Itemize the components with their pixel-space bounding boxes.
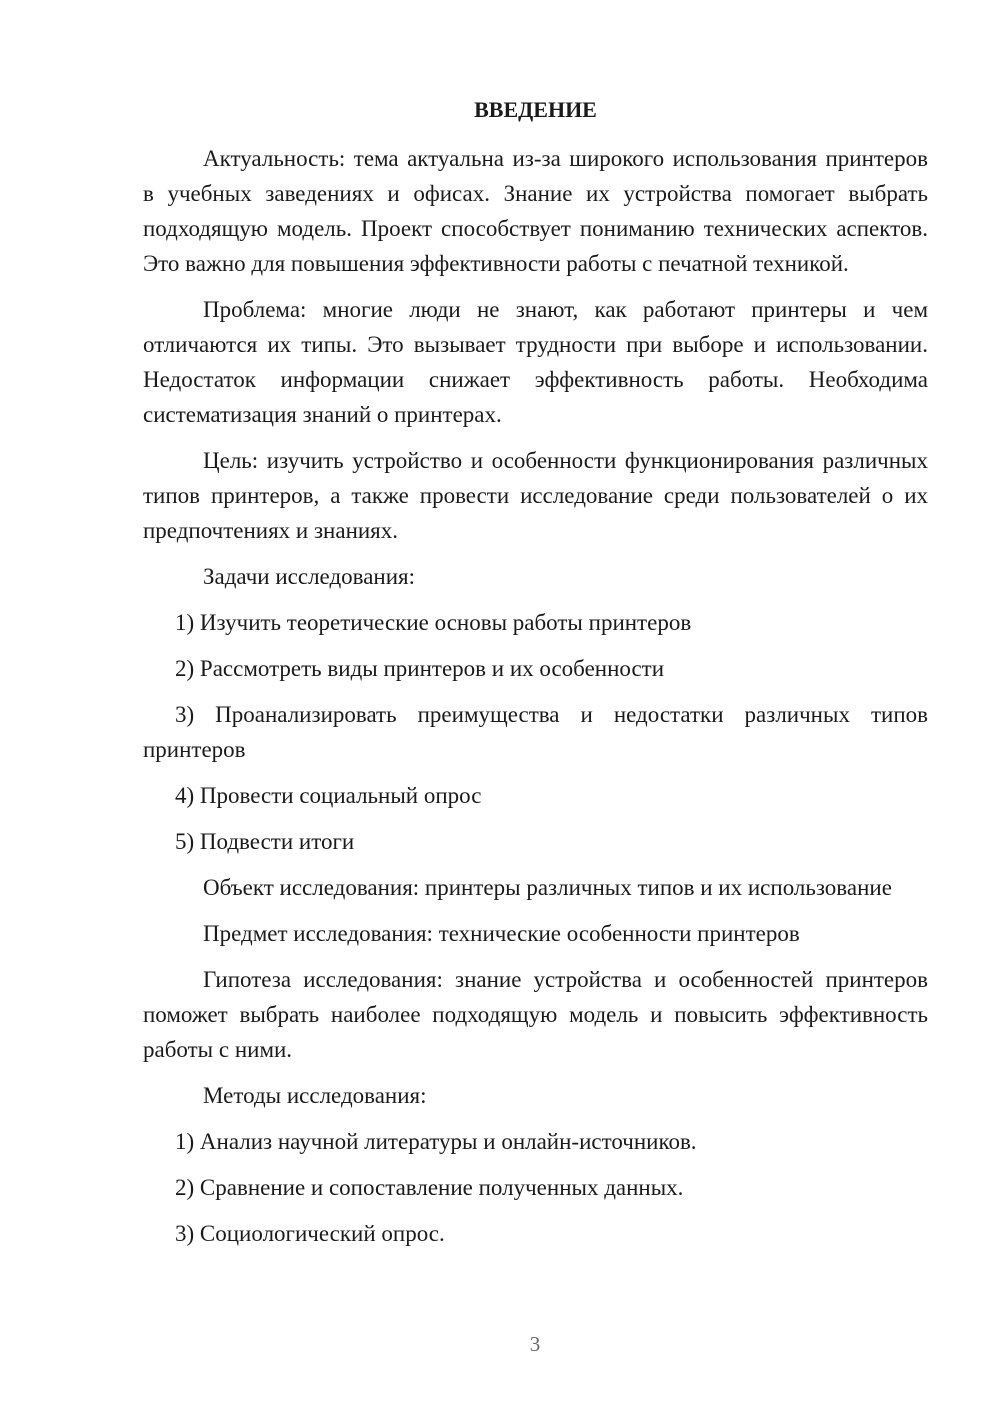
object-paragraph: Объект исследования: принтеры различных типов и их использование bbox=[203, 875, 892, 900]
page-title: ВВЕДЕНИЕ bbox=[474, 97, 597, 122]
document-page bbox=[143, 92, 928, 1262]
relevance-paragraph: Актуальность: тема актуальна из-за широкого использования принтеров в учебных заведениях и офисах. Знание их устройства помогает выбрать подходящую модель. Проект способствует пониманию технических аспектов. Это важно для повышения эффективности работы с печатной техникой. bbox=[143, 146, 928, 276]
method-item-3: 3) Социологический опрос. bbox=[175, 1221, 445, 1246]
methods-heading: Методы исследования: bbox=[203, 1083, 427, 1108]
goal-paragraph: Цель: изучить устройство и особенности функционирования различных типов принтеров, а также провести исследование среди пользователей о их предпочтениях и знаниях. bbox=[143, 448, 928, 543]
page-number: 3 bbox=[529, 1332, 541, 1356]
task-item-1: 1) Изучить теоретические основы работы принтеров bbox=[175, 610, 692, 635]
task-item-2: 2) Рассмотреть виды принтеров и их особенности bbox=[175, 656, 665, 681]
method-item-1: 1) Анализ научной литературы и онлайн-источников. bbox=[175, 1129, 697, 1154]
method-item-2: 2) Сравнение и сопоставление полученных данных. bbox=[175, 1175, 684, 1200]
task-item-4: 4) Провести социальный опрос bbox=[175, 783, 482, 808]
tasks-heading: Задачи исследования: bbox=[203, 564, 416, 589]
problem-paragraph: Проблема: многие люди не знают, как работают принтеры и чем отличаются их типы. Это вызывает трудности при выборе и использовании. Недостаток информации снижает эффективность работы. Необходима систематизация знаний о принтерах. bbox=[143, 297, 928, 427]
subject-paragraph: Предмет исследования: технические особенности принтеров bbox=[203, 921, 800, 946]
task-item-5: 5) Подвести итоги bbox=[175, 829, 355, 854]
hypothesis-paragraph: Гипотеза исследования: знание устройства и особенностей принтеров поможет выбрать наиболее подходящую модель и повысить эффективность работы с ними. bbox=[143, 967, 928, 1062]
task-item-3: 3) Проанализировать преимущества и недостатки различных типов принтеров bbox=[143, 702, 928, 762]
